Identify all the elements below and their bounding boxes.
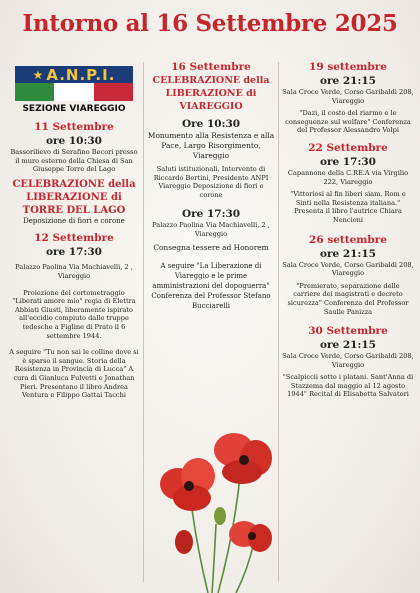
logo-band-text: A.N.P.I. [46, 65, 116, 84]
event-location: Palazzo Paolina Via Machiavelli, 2 , Viareggio [15, 263, 133, 280]
event-location: Monumento alla Resistenza e alla Pace, Largo Risorgimento, Viareggio [147, 131, 275, 160]
event-time: ore 21:15 [320, 339, 376, 352]
event-description: A seguire "La Liberazione di Viareggio e le prime amministrazioni del dopoguerra" Conferenza del Professor Stefano Bucciarelli [151, 261, 271, 310]
italian-flag-icon [15, 83, 133, 101]
event-location: Palazzo Paolina Via Machiavelli, 2 , Viareggio [152, 221, 270, 238]
column-right [282, 60, 414, 399]
event-description: Proiezione del cortometraggio "Liberati amore mio" regia di Elettra Abbiati Giusti, liberamente ispirato all'eccidio compiuto dalle truppe tedesche a Figline di Prato il 6 settembre 1944. [12, 288, 136, 340]
event-heading: CELEBRAZIONE della LIBERAZIONE di TORRE DEL LAGO [12, 178, 136, 216]
event-date: 22 Settembre [308, 141, 388, 154]
logo-subtitle: SEZIONE VIAREGGIO [22, 104, 126, 114]
star-icon: ★ [32, 67, 45, 82]
event-note: Deposizione di fiori e corone [23, 216, 125, 225]
event-time: ore 10:30 [46, 135, 102, 147]
event-time: ore 17:30 [46, 246, 102, 259]
event-description: Saluti istituzionali. Intervento di Riccardo Bertini, Presidente ANPI Viareggio Deposizione di fiori e corone [153, 165, 269, 199]
event-date: 30 Settembre [308, 325, 388, 338]
event-location: Sala Croce Verde, Corso Garibaldi 208, Viareggio [282, 88, 414, 105]
event-heading: CELEBRAZIONE della LIBERAZIONE di VIAREGGIO [152, 75, 270, 112]
event-date: 19 settembre [309, 61, 387, 73]
event-time: ore 21:15 [320, 247, 376, 260]
poppy-illustration [156, 424, 282, 593]
event-description: "Premierato, separazione delle carriere dei magistrati e decreto sicurezza" Conferenza del Professor Saulle Panizza [287, 281, 409, 316]
event-time: Ore 10:30 [181, 118, 241, 130]
column-left [8, 60, 140, 400]
event-location: Bassorilievo di Serafino Becorі presso il muro esterno della Chiesa di San Giuseppe Torre del Lago [10, 148, 138, 174]
column-center [147, 60, 275, 311]
event-time: ore 17:30 [320, 155, 376, 168]
event-date: 26 settembre [309, 233, 387, 246]
event-description: "Vittoriosi al fin liberi siam. Rom e Sinti nella Resistenza italiana." Presenta il libro l'autrice Chiara Nencioni [290, 190, 406, 224]
poster-title: Intorno al 16 Settembre 2025 [22, 10, 398, 37]
column-divider [143, 62, 144, 582]
event-date: 12 Settembre [34, 232, 114, 245]
event-description: "Dazi, il costo del riarmo e le conseguenze sul welfare" Conferenza del Professor Alessandro Volpi [285, 109, 411, 135]
event-location: Sala Croce Verde, Corso Garibaldi 208, Viareggio [282, 352, 414, 369]
event-location: Capannone della C.RE.A via Virgilio 222, Viareggio [287, 168, 409, 186]
event-date: 11 Settembre [34, 121, 114, 133]
event-time: ore 21:15 [320, 75, 376, 87]
event-location: Sala Croce Verde, Corso Garibaldi 208, Viareggio [282, 260, 414, 278]
event-time: Ore 17:30 [181, 208, 241, 221]
logo-band [15, 66, 133, 83]
anpi-logo [15, 66, 133, 114]
event-date: 16 Settembre [171, 61, 251, 73]
event-description: Consegna tessere ad Honorem [153, 242, 269, 252]
event-description: "Scalpiccii sotto i platani. Sant'Anna di Stazzema dal maggio al 12 agosto 1944" Recital di Elisabetta Salvatori [282, 373, 414, 399]
event-description: A seguire "Tu non sai le colline dove si è sparso il sangue. Storia della Resistenza in Provincia di Lucca" A cura di Gianluca Fulvetti e Jonathan Pieri. Presentano il libro Andrea Ventura e Filippo Gattai Tacchi [9, 348, 139, 400]
